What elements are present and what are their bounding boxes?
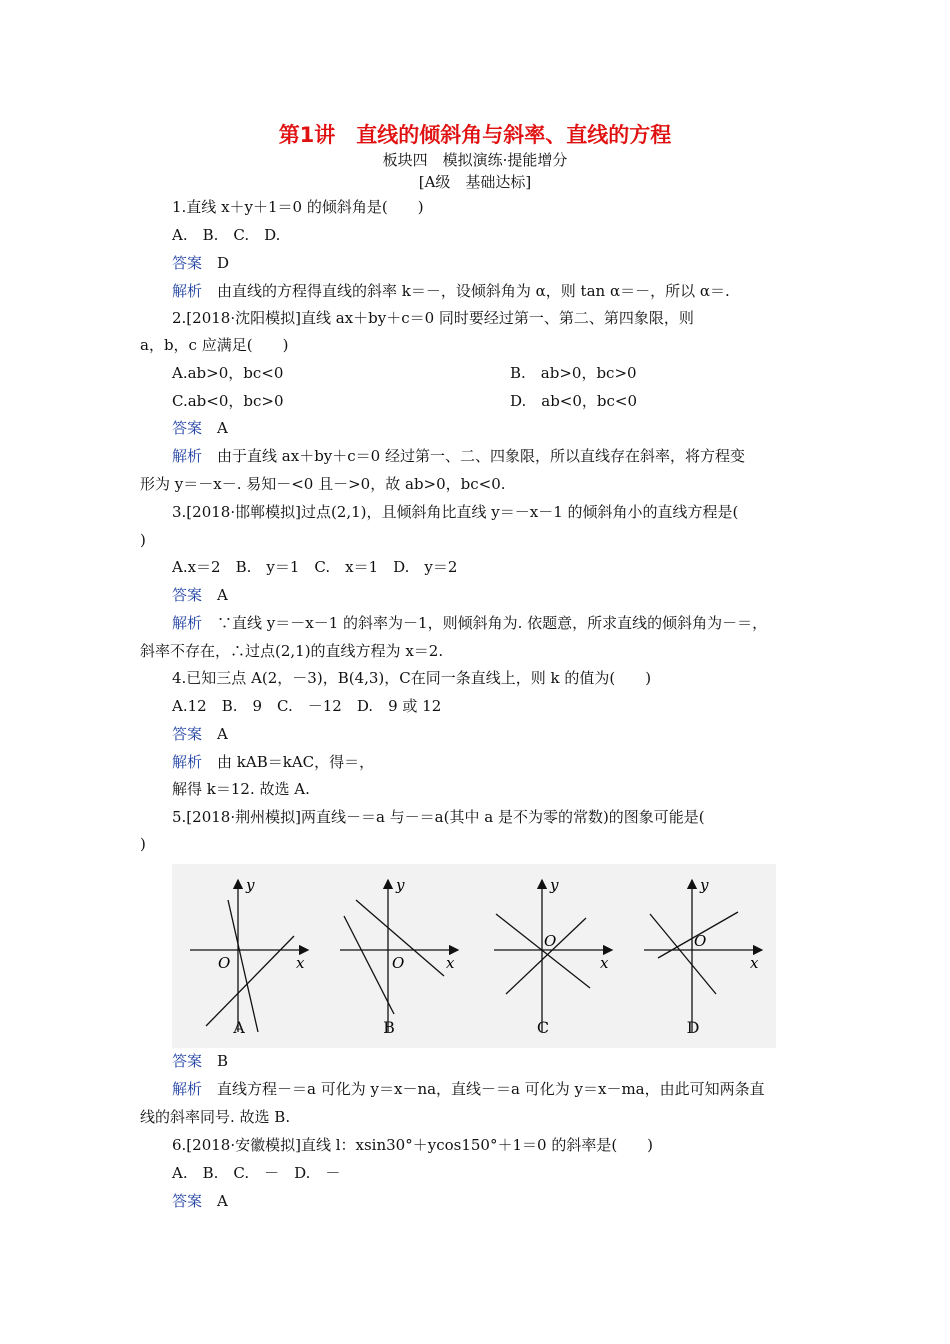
q1-answer: D bbox=[217, 254, 230, 272]
q2-option-c: C.ab<0，bc>0 bbox=[172, 392, 284, 410]
q6-stem: 6.[2018·安徽模拟]直线 l：xsin30°＋ycos150°＋1＝0 的斜率是( ) bbox=[172, 1136, 654, 1154]
graph-d-y-label: y bbox=[700, 876, 709, 894]
q3-analysis-cont: 斜率不存在，∴过点(2,1)的直线方程为 x＝2. bbox=[140, 642, 444, 660]
graph-d-line-2 bbox=[658, 912, 738, 958]
graph-d-line-1 bbox=[650, 914, 716, 994]
graph-label-b: B bbox=[383, 1018, 395, 1037]
graph-b-line-1 bbox=[344, 916, 394, 1014]
graph-c-line-1 bbox=[496, 914, 590, 988]
graph-d bbox=[644, 876, 762, 1032]
analysis-label: 解析 bbox=[172, 1080, 203, 1098]
graph-label-d: D bbox=[686, 1018, 700, 1037]
q2-analysis-line bbox=[172, 446, 745, 466]
graph-c-origin: O bbox=[544, 932, 557, 950]
q2-answer-line bbox=[172, 418, 228, 438]
q5-analysis-line bbox=[172, 1079, 765, 1099]
q2-stem-cont: a，b，c 应满足( ) bbox=[140, 336, 289, 354]
q3-stem: 3.[2018·邯郸模拟]过点(2,1)，且倾斜角比直线 y＝－x－1 的倾斜角小的直线方程是( bbox=[172, 503, 739, 521]
graph-a bbox=[190, 876, 308, 1032]
q3-analysis-line bbox=[172, 613, 767, 633]
q1-options: A. B. C. D. bbox=[172, 226, 281, 244]
q5-answer: B bbox=[217, 1052, 229, 1070]
graph-c-x-label: x bbox=[600, 954, 609, 972]
q6-answer: A bbox=[217, 1192, 228, 1210]
q5-analysis: 直线方程－＝a 可化为 y＝x－na，直线－＝a 可化为 y＝x－ma，由此可知两条直 bbox=[217, 1080, 765, 1098]
q4-analysis-cont: 解得 k＝12. 故选 A. bbox=[172, 780, 310, 798]
analysis-label: 解析 bbox=[172, 753, 203, 771]
q6-options: A. B. C. － D. － bbox=[172, 1164, 341, 1182]
q2-analysis: 由于直线 ax＋by＋c＝0 经过第一、二、四象限，所以直线存在斜率，将方程变 bbox=[217, 447, 745, 465]
answer-label: 答案 bbox=[172, 1192, 203, 1210]
q2-stem: 2.[2018·沈阳模拟]直线 ax＋by＋c＝0 同时要经过第一、第二、第四象限，则 bbox=[172, 309, 694, 327]
q2-answer: A bbox=[217, 419, 228, 437]
q2-analysis-cont: 形为 y＝－x－. 易知－<0 且－>0，故 ab>0，bc<0. bbox=[140, 475, 506, 493]
graph-a-y-label: y bbox=[246, 876, 255, 894]
q5-analysis-cont: 线的斜率同号. 故选 B. bbox=[140, 1108, 291, 1126]
q3-options: A.x＝2 B. y＝1 C. x＝1 D. y＝2 bbox=[172, 558, 458, 576]
q1-answer-line bbox=[172, 253, 229, 273]
graph-d-origin: O bbox=[694, 932, 707, 950]
q4-answer-line bbox=[172, 724, 228, 744]
page-title: 第1讲 直线的倾斜角与斜率、直线的方程 bbox=[278, 123, 672, 147]
graph-d-x-label: x bbox=[750, 954, 759, 972]
q2-option-d: D. ab<0，bc<0 bbox=[510, 392, 638, 410]
q4-options: A.12 B. 9 C. －12 D. 9 或 12 bbox=[172, 697, 442, 715]
q6-answer-line bbox=[172, 1191, 228, 1211]
graph-c-y-label: y bbox=[550, 876, 559, 894]
q2-option-b: B. ab>0，bc>0 bbox=[510, 364, 637, 382]
q3-analysis: ∵直线 y＝－x－1 的斜率为－1，则倾斜角为. 依题意，所求直线的倾斜角为－＝， bbox=[217, 614, 768, 632]
answer-label: 答案 bbox=[172, 1052, 203, 1070]
q5-answer-line bbox=[172, 1051, 228, 1071]
graph-b-x-label: x bbox=[446, 954, 455, 972]
graph-a-origin: O bbox=[218, 954, 231, 972]
q5-stem: 5.[2018·荆州模拟]两直线－＝a 与－＝a(其中 a 是不为零的常数)的图象可能是( bbox=[172, 808, 705, 826]
level-heading: [A级 基础达标] bbox=[418, 173, 532, 191]
q3-answer-line bbox=[172, 585, 228, 605]
analysis-label: 解析 bbox=[172, 282, 203, 300]
q4-analysis-line bbox=[172, 752, 374, 772]
q1-analysis: 由直线的方程得直线的斜率 k＝－，设倾斜角为 α，则 tan α＝－，所以 α＝. bbox=[217, 282, 730, 300]
graph-a-line-1 bbox=[228, 900, 258, 1032]
analysis-label: 解析 bbox=[172, 614, 203, 632]
q3-answer: A bbox=[217, 586, 228, 604]
graph-b bbox=[340, 876, 458, 1032]
graph-label-c: C bbox=[536, 1018, 550, 1037]
graph-c-line-2 bbox=[506, 918, 586, 994]
answer-label: 答案 bbox=[172, 419, 203, 437]
q1-analysis-line bbox=[172, 281, 730, 301]
answer-label: 答案 bbox=[172, 725, 203, 743]
q1-stem: 1.直线 x＋y＋1＝0 的倾斜角是( ) bbox=[172, 198, 424, 216]
q4-answer: A bbox=[217, 725, 228, 743]
answer-label: 答案 bbox=[172, 586, 203, 604]
graph-b-y-label: y bbox=[396, 876, 405, 894]
q5-stem-cont: ) bbox=[140, 835, 146, 853]
answer-label: 答案 bbox=[172, 254, 203, 272]
section-subtitle: 板块四 模拟演练·提能增分 bbox=[382, 151, 568, 169]
q4-analysis: 由 kAB＝kAC，得＝， bbox=[217, 753, 375, 771]
q2-option-a: A.ab>0，bc<0 bbox=[172, 364, 284, 382]
q4-stem: 4.已知三点 A(2，－3)，B(4,3)，C在同一条直线上，则 k 的值为( ) bbox=[172, 669, 652, 687]
graph-a-x-label: x bbox=[296, 954, 305, 972]
graph-b-origin: O bbox=[392, 954, 405, 972]
graph-c bbox=[494, 876, 612, 1032]
analysis-label: 解析 bbox=[172, 447, 203, 465]
q3-stem-cont: ) bbox=[140, 531, 146, 549]
graph-label-a: A bbox=[233, 1018, 245, 1037]
